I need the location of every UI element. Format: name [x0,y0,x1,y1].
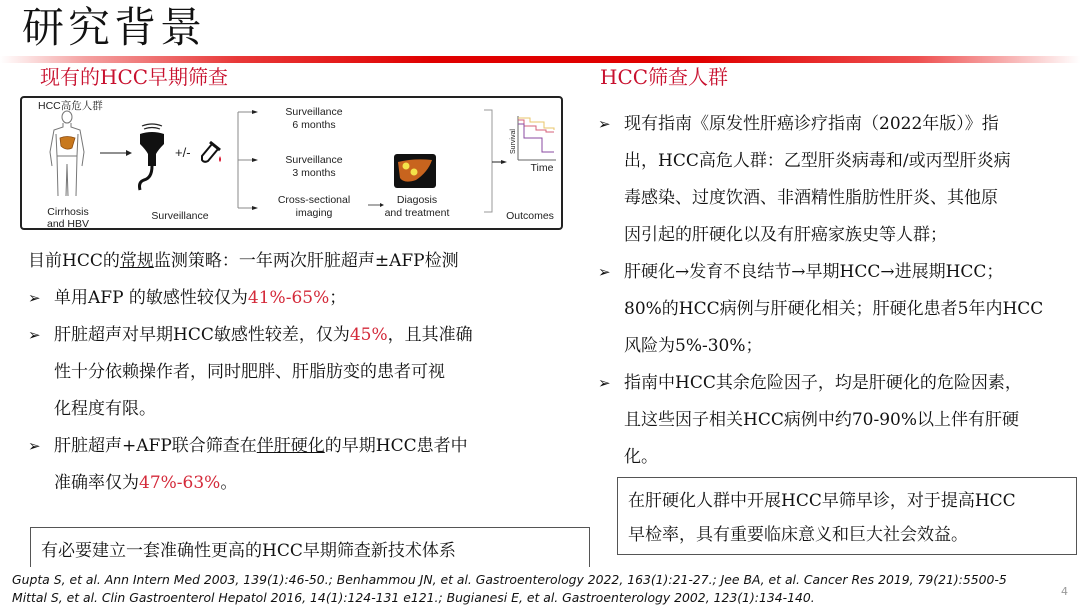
bullet-arrow-icon: ➢ [598,263,611,281]
time-axis-label: Time [530,162,554,174]
figure-high-risk-label: HCC高危人群 [38,100,103,112]
page-number: 4 [1061,585,1068,598]
bullet-ultrasound-sensitivity: ➢ 肝脏超声对早期HCC敏感性较差，仅为45%，且其准确 性十分依赖操作者，同时肥胖、肝脂肪变的患者可视 化程度有限。 [28,317,558,428]
figure-patient-label-1: Cirrhosis [47,206,89,218]
bullet-arrow-icon: ➢ [28,326,41,344]
callout-new-technology: 有必要建立一套准确性更高的HCC早期筛查新技术体系 [30,527,590,567]
highlight-value: 47%-63% [139,473,221,493]
highlight-value: 45% [349,325,388,345]
bullet-afp-sensitivity: ➢ 单用AFP 的敏感性较仅为41%-65%； [28,280,558,317]
current-strategy-line: 目前HCC的常规监测策略：一年两次肝脏超声±AFP检测 [28,251,459,271]
figure-surveillance-label: Surveillance [151,210,209,222]
branch-1-line2: 6 months [292,119,336,131]
bullet-arrow-icon: ➢ [598,374,611,392]
title-divider [0,56,1080,63]
bullet-combined-accuracy: ➢ 肝脏超声+AFP联合筛查在伴肝硬化的早期HCC患者中 准确率仅为47%-63%。 [28,428,558,502]
outcomes-label: Outcomes [506,210,554,222]
bullet-arrow-icon: ➢ [28,289,41,307]
outcome-bracket [484,108,508,214]
left-body [28,243,558,502]
bullet-arrow-icon: ➢ [28,437,41,455]
bullet-arrow-icon: ➢ [598,115,611,133]
diagnosis-line1: Diagosis [396,194,438,206]
bullet-other-risk-factors: ➢ 指南中HCC其余危险因子，均是肝硬化的危险因素， 且这些因子相关HCC病例中约70-90%以上伴有肝硬 化。 [598,365,1078,476]
callout-clinical-significance: 在肝硬化人群中开展HCC早筛早诊，对于提高HCC 早检率，具有重要临床意义和巨大社会效益。 [617,477,1077,555]
screening-workflow-figure [20,96,563,230]
reference-line-2: Mittal S, et al. Clin Gastroenterol Hepatol 2016, 14(1):124-131 e121.; Bugianesi E, et al. Gastroenterology 2002, 123(1):134-140. [12,590,815,605]
section-title-screening-population: HCC筛查人群 [600,65,729,89]
underlined-routine: 常规 [119,251,154,271]
underlined-cirrhosis: 伴肝硬化 [256,436,325,456]
bullet-guideline-high-risk: ➢ 现有指南《原发性肝癌诊疗指南（2022年版）》指 出，HCC高危人群：乙型肝炎病毒和/或丙型肝炎病 毒感染、过度饮酒、非酒精性脂肪性肝炎、其他原 因引起的肝硬化以及有肝癌家族史等人群； [598,106,1078,254]
branch-2-line2: 3 months [292,167,336,179]
blood-test-tube-icon [198,138,226,166]
liver-tumor-icon [394,154,436,188]
bullet-cirrhosis-progression: ➢ 肝硬化→发育不良结节→早期HCC→进展期HCC； 80%的HCC病例与肝硬化相关；肝硬化患者5年内HCC 风险为5%-30%； [598,254,1078,365]
diagnosis-line2: and treatment [384,207,450,219]
references [12,571,1007,607]
highlight-value: 41%-65% [247,288,330,308]
branch-3-line1: Cross-sectional [277,194,351,206]
branch-bracket [234,104,260,218]
survival-axis-label: Survival [510,129,517,154]
figure-plus-minus: +/- [175,145,191,160]
human-body-icon [44,108,90,198]
figure-patient-label-2: and HBV [46,218,90,230]
right-body [598,106,1078,476]
branch-2-line1: Surveillance [285,154,343,166]
branch-1-line1: Surveillance [285,106,343,118]
section-title-current-screening: 现有的HCC早期筛查 [40,65,229,89]
reference-line-1: Gupta S, et al. Ann Intern Med 2003, 139(1):46-50.; Benhammou JN, et al. Gastroenterology 2022, 163(1):21-27.; Jee BA, et al. Cancer Res 2019, 79(21):5500-5 [12,572,1007,587]
branch-3-line2: imaging [295,207,333,219]
slide-title: 研究背景 [22,3,207,52]
ultrasound-probe-icon [134,122,170,192]
arrow-right-icon [100,148,132,158]
